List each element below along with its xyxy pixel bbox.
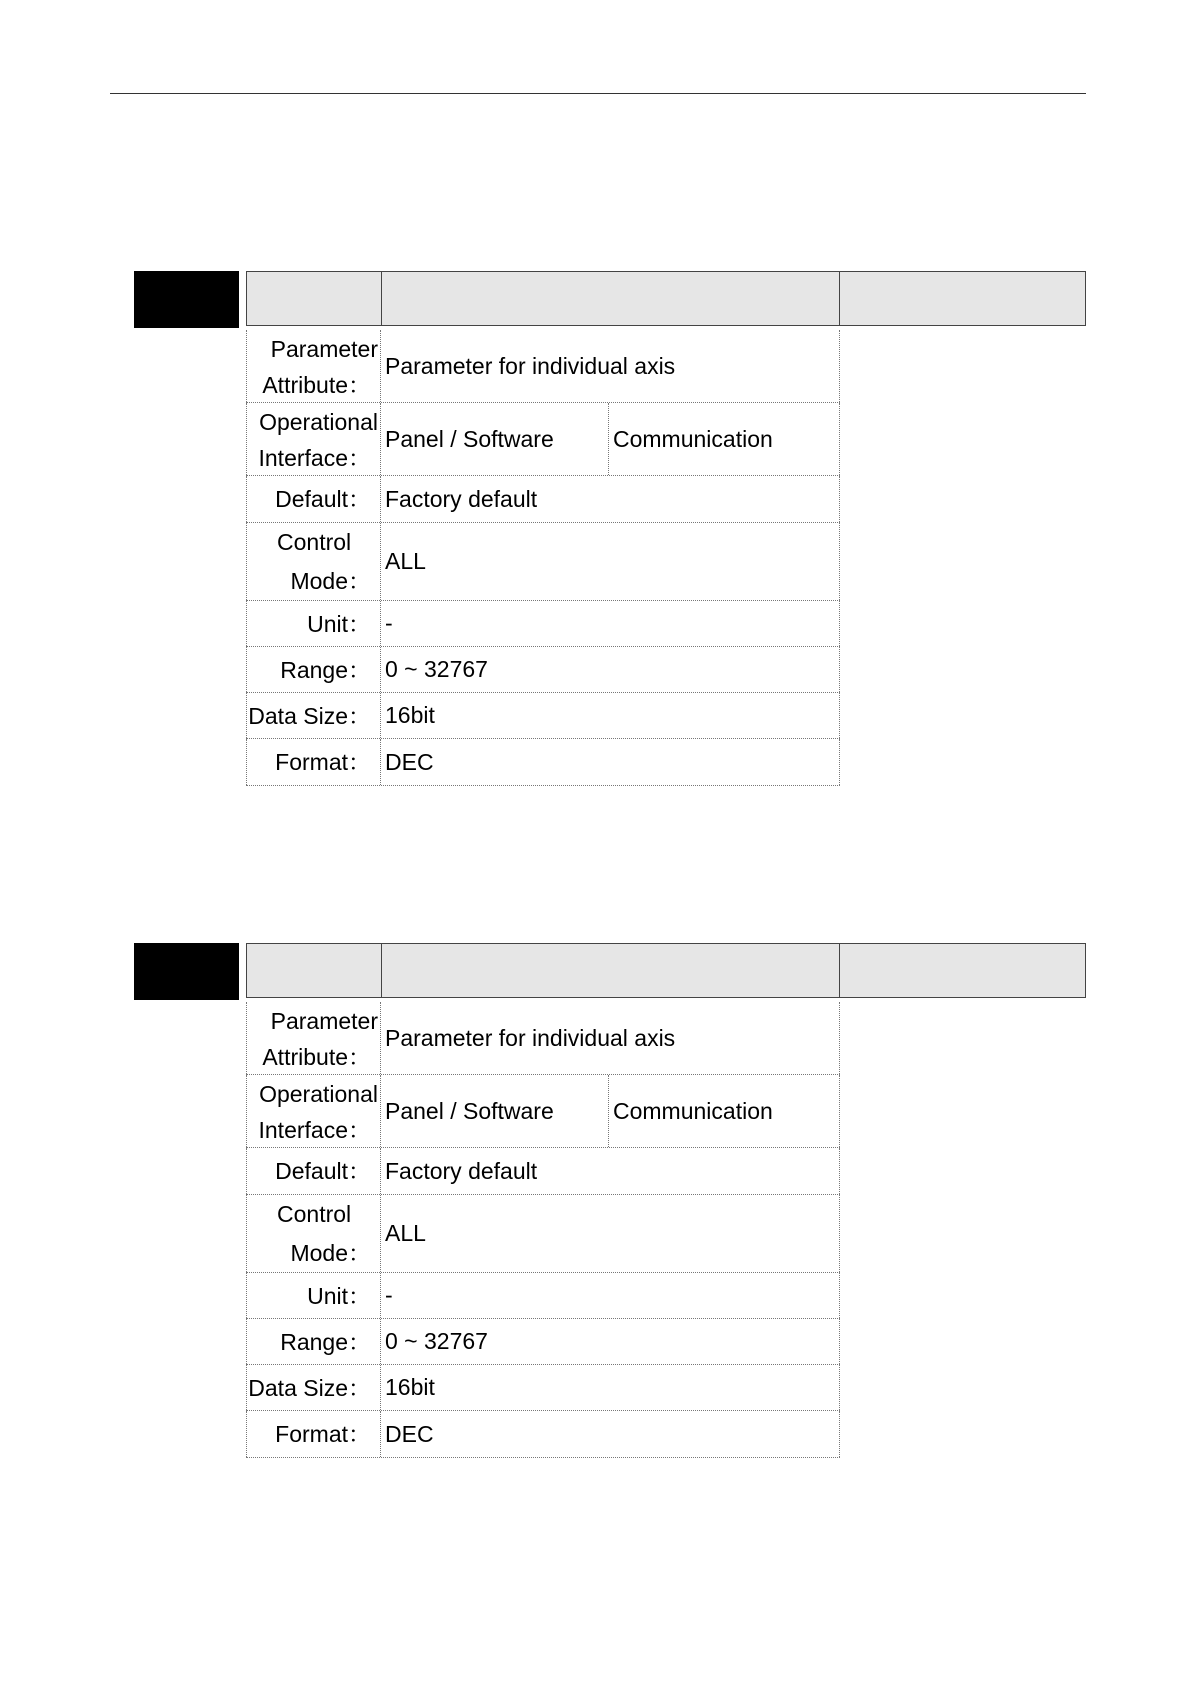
label-default: Default：	[246, 1148, 381, 1194]
value-control-mode: ALL	[381, 1195, 840, 1272]
row-format	[246, 739, 840, 786]
row-default	[246, 1148, 840, 1195]
value-unit: -	[381, 601, 840, 646]
row-operational-interface	[246, 403, 840, 476]
label-operational-interface: Operational Interface：	[246, 403, 381, 475]
value-range: 0 ~ 32767	[381, 1319, 840, 1364]
parameter-code-tag	[134, 943, 239, 1000]
row-operational-interface	[246, 1075, 840, 1148]
label-default: Default：	[246, 476, 381, 522]
label-unit: Unit：	[246, 1273, 381, 1318]
label-operational-interface: Operational Interface：	[246, 1075, 381, 1147]
row-parameter-attribute	[246, 1002, 840, 1075]
label-control-mode: Control Mode：	[246, 523, 381, 600]
label-control-mode: Control Mode：	[246, 1195, 381, 1272]
value-format: DEC	[381, 739, 840, 785]
row-default	[246, 476, 840, 523]
parameter-header-bar	[246, 943, 1086, 998]
parameter-attribute-table	[246, 330, 840, 786]
value-operational-interface	[381, 403, 840, 475]
value-unit: -	[381, 1273, 840, 1318]
value-default: Factory default	[381, 1148, 840, 1194]
value-parameter-attribute: Parameter for individual axis	[381, 330, 840, 402]
value-default: Factory default	[381, 476, 840, 522]
label-range: Range：	[246, 647, 381, 692]
value-range: 0 ~ 32767	[381, 647, 840, 692]
value-format: DEC	[381, 1411, 840, 1457]
value-parameter-attribute: Parameter for individual axis	[381, 1002, 840, 1074]
value-communication: Communication	[613, 1097, 773, 1124]
label-data-size: Data Size：	[246, 693, 381, 738]
parameter-attribute-table	[246, 1002, 840, 1458]
label-format: Format：	[246, 1411, 381, 1457]
label-parameter-attribute: Parameter Attribute：	[246, 330, 381, 402]
value-operational-interface	[381, 1075, 840, 1147]
label-format: Format：	[246, 739, 381, 785]
row-control-mode	[246, 1195, 840, 1273]
row-control-mode	[246, 523, 840, 601]
parameter-code-tag	[134, 271, 239, 328]
label-data-size: Data Size：	[246, 1365, 381, 1410]
row-range	[246, 1319, 840, 1365]
value-panel-software: Panel / Software	[381, 403, 609, 475]
row-unit	[246, 601, 840, 647]
parameter-header-bar	[246, 271, 1086, 326]
value-panel-software: Panel / Software	[381, 1075, 609, 1147]
row-data-size	[246, 1365, 840, 1411]
label-unit: Unit：	[246, 601, 381, 646]
row-parameter-attribute	[246, 330, 840, 403]
header-cell-name	[382, 944, 840, 997]
header-cell-code	[247, 272, 382, 325]
header-cell-code	[247, 944, 382, 997]
value-data-size: 16bit	[381, 693, 840, 738]
label-parameter-attribute: Parameter Attribute：	[246, 1002, 381, 1074]
value-communication: Communication	[613, 425, 773, 452]
row-data-size	[246, 693, 840, 739]
row-unit	[246, 1273, 840, 1319]
header-cell-name	[382, 272, 840, 325]
label-range: Range：	[246, 1319, 381, 1364]
value-control-mode: ALL	[381, 523, 840, 600]
row-range	[246, 647, 840, 693]
row-format	[246, 1411, 840, 1458]
value-data-size: 16bit	[381, 1365, 840, 1410]
page-header-rule	[110, 93, 1086, 94]
